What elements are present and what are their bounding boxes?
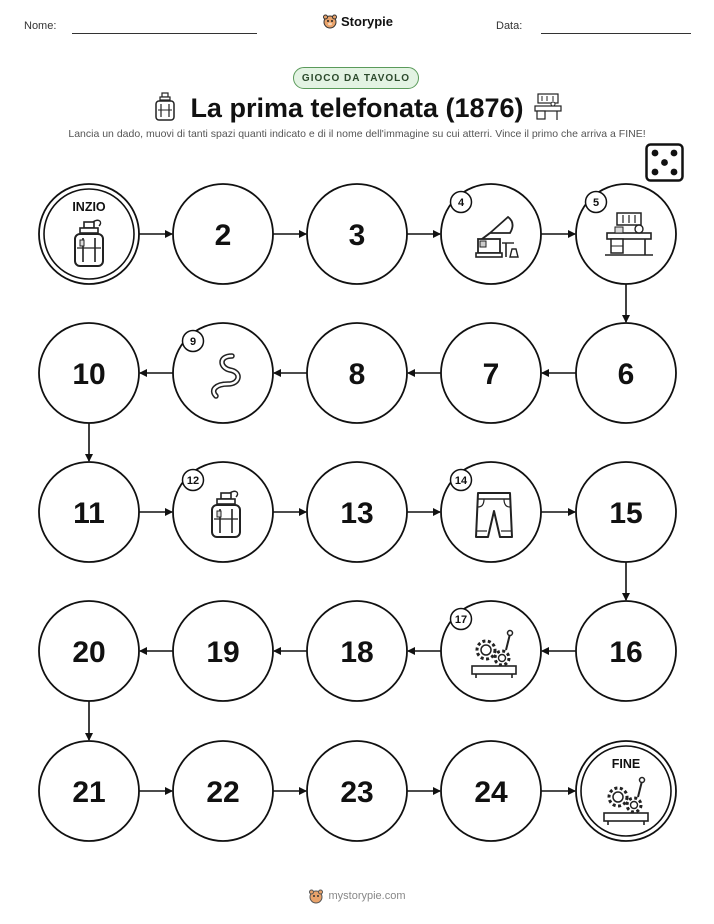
space-number: 6 [617,358,635,391]
space-number-badge: 12 [186,475,200,487]
board-space[interactable] [39,323,139,423]
space-number: 2 [214,219,232,252]
space-number: 23 [340,776,374,809]
space-number: 13 [340,497,374,530]
board-space[interactable] [576,601,676,701]
footer-url: mystorypie.com [328,890,406,902]
space-number: 16 [609,636,643,669]
footer [0,888,714,904]
start-space[interactable] [39,184,139,284]
board-space[interactable] [173,184,273,284]
finish-space[interactable] [576,741,676,841]
space-number-badge: 9 [189,336,197,348]
board-space[interactable] [173,741,273,841]
space-label: FINE [611,757,641,771]
space-number: 10 [72,358,106,391]
board-space[interactable] [307,741,407,841]
space-number: 3 [348,219,366,252]
board-space[interactable] [576,323,676,423]
board-space[interactable] [441,462,541,562]
name-label: Nome: [24,20,57,32]
space-number: 15 [609,497,643,530]
space-number: 19 [206,636,240,669]
board-space[interactable] [307,323,407,423]
date-label: Data: [496,20,523,32]
instructions-text: Lancia un dado, muovi di tanti spazi quanti indicato e di il nome dell'immagine su cui atterri. Vince il primo che arriva a FINE! [68,128,646,140]
board-space[interactable] [576,184,676,284]
board-space[interactable] [576,462,676,562]
board-space[interactable] [173,323,273,423]
space-number-badge: 14 [454,475,468,487]
board-space[interactable] [307,184,407,284]
board-space[interactable] [441,741,541,841]
space-number: 11 [73,497,105,530]
page-title: La prima telefonata (1876) [190,93,524,123]
space-number-badge: 4 [457,197,465,209]
board-space[interactable] [441,323,541,423]
space-number: 7 [482,358,500,391]
board-space[interactable] [441,601,541,701]
space-number: 8 [348,358,366,391]
space-number: 20 [72,636,106,669]
space-number: 22 [206,776,240,809]
bear-icon [308,888,324,904]
board-space[interactable] [173,601,273,701]
space-number-badge: 5 [592,197,600,209]
brand-name: Storypie [341,13,394,29]
space-number: 18 [340,636,374,669]
space-number-badge: 17 [454,614,468,626]
space-number: 21 [72,776,106,809]
board-space[interactable] [173,462,273,562]
category-badge: GIOCO DA TAVOLO [293,67,419,89]
space-label: INZIO [72,200,106,214]
board-space[interactable] [307,462,407,562]
board-space[interactable] [307,601,407,701]
space-number: 24 [474,776,508,809]
board-space[interactable] [39,601,139,701]
board-space[interactable] [39,741,139,841]
board-space[interactable] [441,184,541,284]
board-space[interactable] [39,462,139,562]
